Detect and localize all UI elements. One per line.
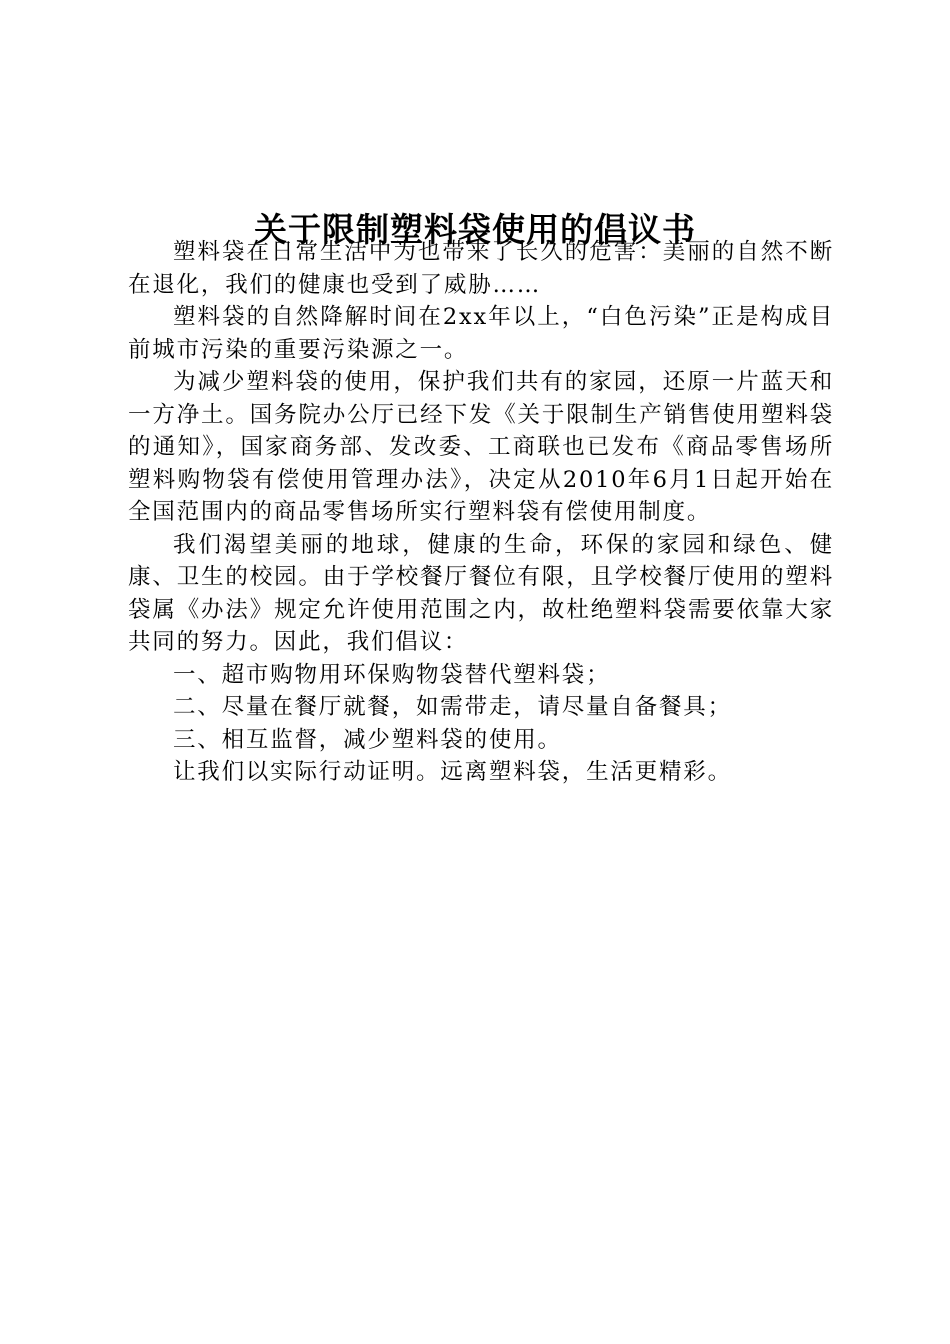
proposal-item-1: 一、超市购物用环保购物袋替代塑料袋； [173, 661, 611, 688]
paragraph-degradation: 塑料袋的自然降解时间在2xx年以上，“白色污染”正是构成目前城市污染的重要污染源之一。 [128, 304, 834, 363]
paragraph-intro: 塑料袋在日常生活中为也带来了长久的危害：美丽的自然不断在退化，我们的健康也受到了威胁…… [128, 239, 834, 298]
proposal-item-3: 三、相互监督，减少塑料袋的使用。 [173, 726, 562, 753]
paragraph-closing: 让我们以实际行动证明。远离塑料袋，生活更精彩。 [173, 759, 732, 785]
paragraph-campus: 我们渴望美丽的地球，健康的生命，环保的家园和绿色、健康、卫生的校园。由于学校餐厅餐位有限，且学校餐厅使用的塑料袋属《办法》规定允许使用范围之内，故杜绝塑料袋需要依靠大家共同的努力。因此，我们倡议： [128, 531, 834, 655]
proposal-item-2: 二、尽量在餐厅就餐，如需带走，请尽量自备餐具； [173, 694, 732, 720]
document-title: 关于限制塑料袋使用的倡议书 [254, 210, 696, 250]
document-body [128, 236, 834, 789]
paragraph-policy: 为减少塑料袋的使用，保护我们共有的家园，还原一片蓝天和一方净土。国务院办公厅已经下发《关于限制生产销售使用塑料袋的通知》，国家商务部、发改委、工商联也已发布《商品零售场所塑料购物袋有偿使用管理办法》，决定从2010年6月1日起开始在全国范围内的商品零售场所实行塑料袋有偿使用制度。 [128, 369, 834, 525]
